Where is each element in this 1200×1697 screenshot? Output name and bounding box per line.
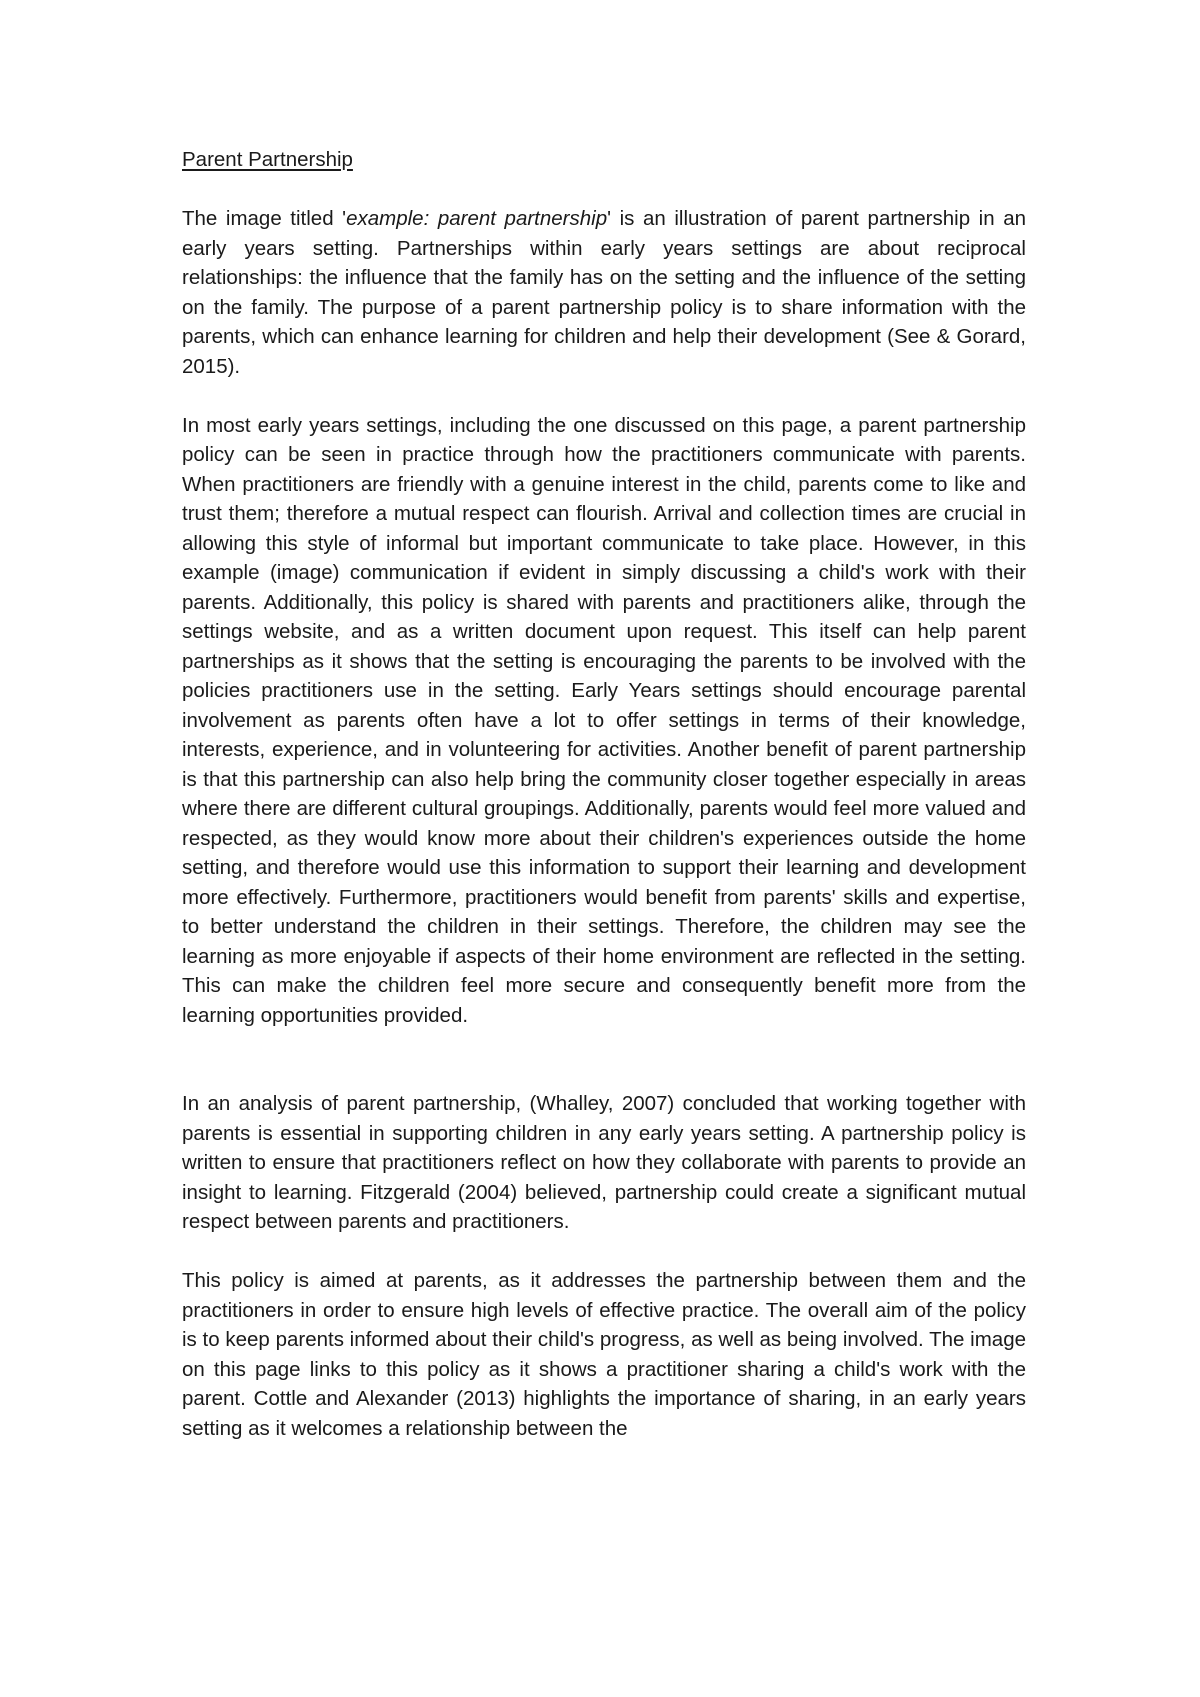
document-body xyxy=(182,145,1026,1443)
document-title: Parent Partnership xyxy=(182,148,353,171)
paragraph-practice: In most early years settings, including the one discussed on this page, a parent partnership policy can be seen in practice through how the practitioners communicate with parents. When practitioners are friendly with a genuine interest in the child, parents come to like and trust them; therefore a mutual respect can flourish. Arrival and collection times are crucial in allowing this style of informal but important communicate to take place. However, in this example (image) communication if evident in simply discussing a child's work with their parents. Additionally, this policy is shared with parents and practitioners alike, through the settings website, and as a written document upon request. This itself can help parent partnerships as it shows that the setting is encouraging the parents to be involved with the policies practitioners use in the setting. Early Years settings should encourage parental involvement as parents often have a lot to offer settings in terms of their knowledge, interests, experience, and in volunteering for activities. Another benefit of parent partnership is that this partnership can also help bring the community closer together especially in areas where there are different cultural groupings. Additionally, parents would feel more valued and respected, as they would know more about their children's experiences outside the home setting, and therefore would use this information to support their learning and development more effectively. Furthermore, practitioners would benefit from parents' skills and expertise, to better understand the children in their settings. Therefore, the children may see the learning as more enjoyable if aspects of their home environment are reflected in the setting. This can make the children feel more secure and consequently benefit more from the learning opportunities provided. xyxy=(182,413,1026,1027)
paragraph-spacer xyxy=(182,1030,1026,1089)
paragraph-analysis: In an analysis of parent partnership, (Whalley, 2007) concluded that working together with parents is essential in supporting children in any early years setting. A partnership policy is written to ensure that practitioners reflect on how they collaborate with parents to provide an insight to learning. Fitzgerald (2004) believed, partnership could create a significant mutual respect between parents and practitioners. xyxy=(182,1092,1026,1233)
paragraph-intro-rest: ' is an illustration of parent partnership in an early years setting. Partnerships within early years settings are about reciprocal relationships: the influence that the family has on the setting and the influence of the setting on the family. The purpose of a parent partnership policy is to share information with the parents, which can enhance learning for children and help their development (See & Gorard, 2015). xyxy=(182,207,1027,378)
image-title-quote: example: parent partnership xyxy=(346,207,608,230)
paragraph-intro-lead: The image titled ' xyxy=(182,207,347,230)
paragraph-spacer xyxy=(182,1237,1026,1267)
paragraph-intro xyxy=(182,204,1026,381)
paragraph-policy: This policy is aimed at parents, as it addresses the partnership between them and the practitioners in order to ensure high levels of effective practice. The overall aim of the policy is to keep parents informed about their child's progress, as well as being involved. The image on this page links to this policy as it shows a practitioner sharing a child's work with the parent. Cottle and Alexander (2013) highlights the importance of sharing, in an early years setting as it welcomes a relationship between the xyxy=(182,1269,1026,1440)
paragraph-spacer xyxy=(182,381,1026,411)
